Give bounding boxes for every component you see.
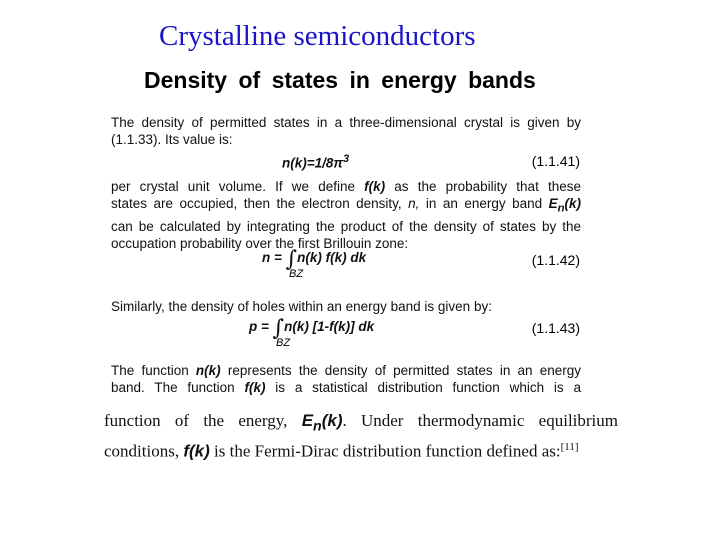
paragraph-line	[111, 362, 581, 379]
text-run: represents the density of permitted states in an energy	[227, 363, 581, 378]
paragraph-holes	[111, 298, 531, 315]
math-n: n,	[408, 196, 420, 211]
paragraph-line	[111, 178, 581, 195]
integral-sign: ∫	[285, 247, 298, 272]
math-arg: (k)	[564, 196, 581, 211]
paragraph-functions	[111, 362, 581, 396]
math-E: E	[548, 196, 558, 211]
text-run: states are occupied, then the electron density,	[111, 196, 402, 211]
text-run: . Under thermodynamic equilibrium	[342, 411, 618, 430]
paragraph-electron-density	[111, 178, 581, 252]
equation-lhs: n(k)=1/8π	[282, 155, 344, 171]
text-run: in an energy band	[425, 196, 543, 211]
equation-body: n(k) f(k) dk	[297, 250, 367, 265]
integral-subscript: BZ	[276, 337, 291, 349]
integral-sign: ∫	[272, 316, 285, 341]
paragraph-line	[104, 410, 618, 437]
slide-title: Crystalline semiconductors	[159, 20, 476, 52]
equation-lhs: p =	[249, 319, 269, 334]
math-arg: (k)	[321, 411, 343, 430]
text-run: is the Fermi-Dirac distribution function defined as:	[214, 442, 561, 462]
paragraph-line	[111, 195, 581, 218]
text-run: per crystal unit volume. If we define	[111, 179, 355, 194]
paragraph-intro	[111, 114, 581, 148]
math-nk: n(k)	[195, 363, 221, 378]
math-fk: f(k)	[183, 442, 210, 462]
equation-body: n(k) [1-f(k)] dk	[284, 319, 375, 334]
paragraph-line: occupation probability over the first Brillouin zone:	[111, 235, 409, 251]
equation-number: (1.1.42)	[531, 252, 580, 268]
text-run: as the probability that these	[394, 179, 581, 194]
equation-1-1-42	[262, 247, 366, 272]
math-fk: f(k)	[364, 179, 386, 194]
text-run: band. The function	[111, 380, 235, 395]
math-subscript: n	[313, 418, 322, 435]
equation-lhs: n =	[262, 250, 282, 265]
text-run: The function	[111, 363, 189, 378]
math-fk: f(k)	[244, 380, 266, 395]
paragraph-line: (1.1.33). Its value is:	[111, 132, 233, 147]
paragraph-line: can be calculated by integrating the product of the density of states by the	[111, 218, 581, 234]
citation-ref[interactable]: [11]	[560, 441, 579, 454]
equation-number: (1.1.43)	[531, 320, 580, 336]
equation-1-1-41	[282, 153, 349, 171]
paragraph-line: The density of permitted states in a three-dimensional crystal is given by	[111, 115, 581, 130]
paragraph-fermi-dirac	[104, 410, 618, 462]
paragraph-line	[111, 379, 581, 396]
equation-exponent: 3	[343, 153, 350, 165]
math-subscript: n	[557, 202, 565, 215]
paragraph-line: Similarly, the density of holes within an energy band is given by:	[111, 299, 492, 314]
equation-1-1-43	[249, 316, 374, 341]
text-run: function of the energy,	[104, 411, 288, 430]
text-run: conditions,	[104, 442, 180, 462]
math-E: E	[301, 411, 314, 430]
text-run: is a statistical distribution function which is a	[275, 380, 581, 395]
integral-subscript: BZ	[289, 268, 304, 280]
section-heading: Density of states in energy bands	[144, 67, 536, 93]
equation-number: (1.1.41)	[531, 153, 580, 169]
paragraph-line	[104, 437, 618, 462]
